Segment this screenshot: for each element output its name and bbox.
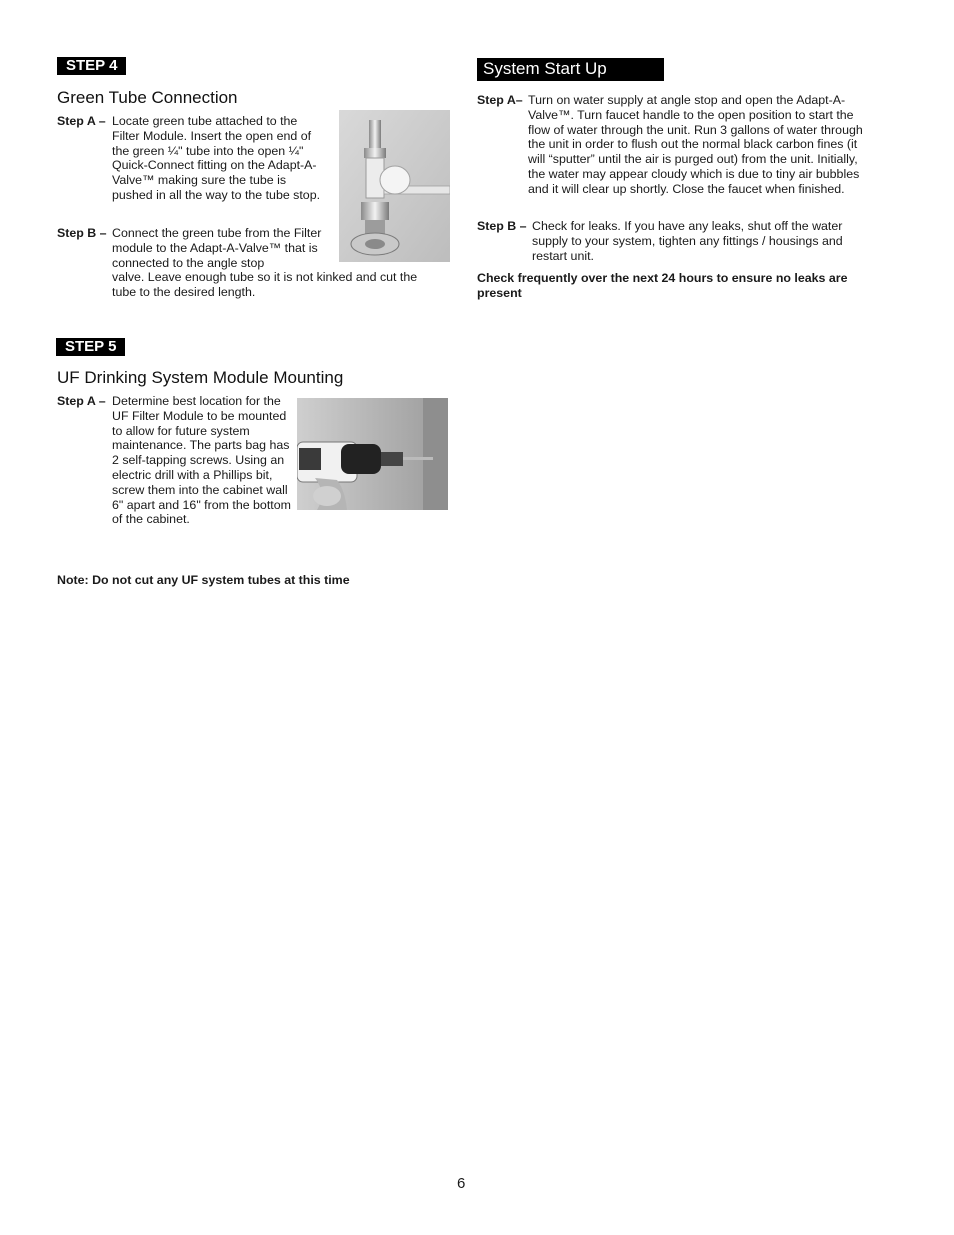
step-text: Turn on water supply at angle stop and open the Adapt-A-Valve™. Turn faucet handle to the open position to start the flow of water through the unit. Run 3 gallons of water through the unit in order to flush out the normal black carbon fines (it will “sputter” until the air is purged out) from the unit. Initially, the water may appear cloudy which is due to tiny air bubbles and it will clear up shortly. Close the faucet when finished. xyxy=(528,93,863,196)
step5-tag: STEP 5 xyxy=(56,338,125,356)
startup-step-b xyxy=(477,219,869,263)
startup-step-a xyxy=(477,93,869,197)
step4-tag: STEP 4 xyxy=(57,57,126,75)
step5-step-a xyxy=(57,394,297,527)
drill-photo xyxy=(297,398,448,510)
step-text: valve. Leave enough tube so it is not kinked and cut the tube to the desired length. xyxy=(112,270,418,299)
step-text: Locate green tube attached to the Filter Module. Insert the open end of the green ¼" tube into the open ¼" Quick-Connect fitting on the Adapt-A-Valve™ making sure the tube is pushed in all the way to the tube stop. xyxy=(112,114,321,202)
startup-note: Check frequently over the next 24 hours to ensure no leaks are present xyxy=(477,271,848,300)
step-text: Determine best location for the UF Filter Module to be mounted to allow for future system maintenance. The parts bag has 2 self-tapping screws. Using an electric drill with a Phillips bit, screw them into the cabinet wall 6" apart and 16" from the bottom of the cabinet. xyxy=(112,394,291,527)
step5-note: Note: Do not cut any UF system tubes at this time xyxy=(57,573,350,587)
page-number: 6 xyxy=(457,1175,466,1192)
step4-step-b xyxy=(57,226,322,270)
system-start-up-title: System Start Up xyxy=(477,58,664,81)
step-label: Step A – xyxy=(57,114,106,128)
step-text: Check for leaks. If you have any leaks, shut off the water supply to your system, tighten any fittings / housings and restart unit. xyxy=(532,219,843,263)
step-label: Step A – xyxy=(57,394,106,408)
step5-heading: UF Drinking System Module Mounting xyxy=(57,368,344,387)
step-text: Connect the green tube from the Filter module to the Adapt-A-Valve™ that is connected to the angle stop xyxy=(112,226,322,270)
step-label: Step B – xyxy=(477,219,527,233)
step-label: Step A– xyxy=(477,93,523,107)
step-label: Step B – xyxy=(57,226,107,240)
step4-heading: Green Tube Connection xyxy=(57,88,238,107)
step4-step-a xyxy=(57,114,322,203)
adapt-a-valve-photo xyxy=(339,110,450,262)
step4-step-b-continued xyxy=(112,270,442,300)
